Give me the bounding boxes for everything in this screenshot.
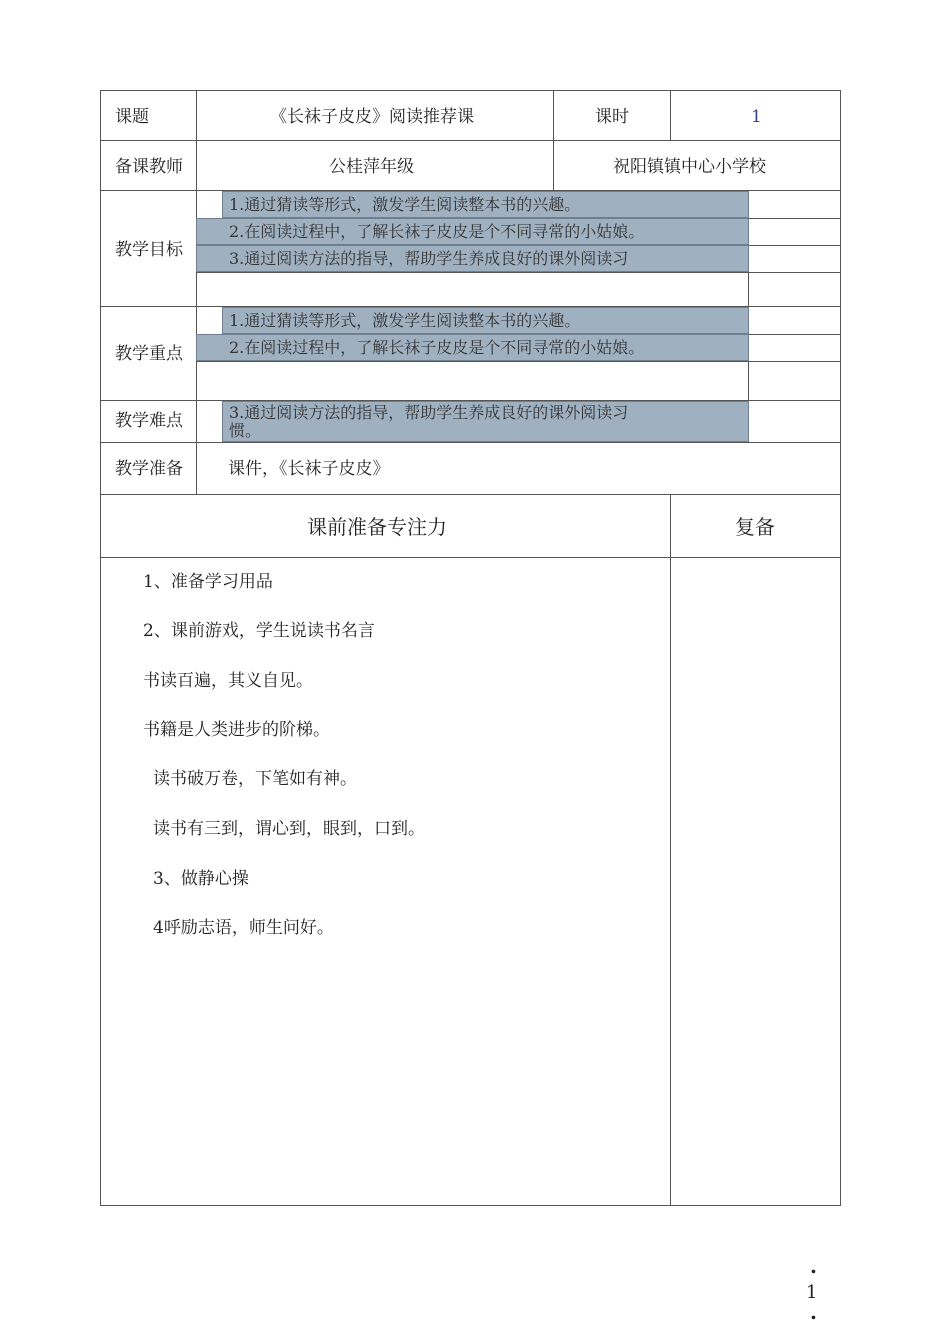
difficulty-line: 3.通过阅读方法的指导，帮助学生养成良好的课外阅读习 [229, 403, 629, 422]
review-title: 复备 [735, 515, 775, 539]
inner-divider [196, 361, 841, 362]
col-divider [553, 90, 554, 140]
goal-item: 1.通过猜读等形式，激发学生阅读整本书的兴趣。 [222, 191, 749, 218]
teacher-label: 备课教师 [115, 157, 183, 177]
body-line: 读书有三到，谓心到，眼到，口到。 [153, 819, 425, 839]
body-line: 1、准备学习用品 [143, 572, 273, 592]
col-divider [670, 494, 671, 1206]
row-divider [100, 557, 841, 558]
page-dot-bottom: . [810, 1300, 817, 1324]
body-line: 读书破万卷，下笔如有神。 [153, 769, 357, 789]
topic-label: 课题 [115, 107, 149, 127]
key-point-item: 2.在阅读过程中，了解长袜子皮皮是个不同寻常的小姑娘。 [196, 334, 749, 361]
goals-label: 教学目标 [115, 240, 183, 260]
row-divider [100, 442, 841, 443]
body-line: 书读百遍，其义自见。 [143, 671, 313, 691]
school-value: 祝阳镇镇中心小学校 [613, 157, 766, 177]
col-divider [196, 90, 197, 494]
col-divider [670, 90, 671, 140]
goal-item: 2.在阅读过程中，了解长袜子皮皮是个不同寻常的小姑娘。 [196, 218, 749, 245]
row-divider [100, 494, 841, 495]
body-line: 4呼励志语，师生问好。 [153, 918, 334, 938]
row-divider [100, 140, 841, 141]
preparation-label: 教学准备 [115, 459, 183, 479]
key-points-label: 教学重点 [115, 344, 183, 364]
col-divider [553, 140, 554, 190]
period-value: 1 [751, 107, 762, 127]
topic-value: 《长袜子皮皮》阅读推荐课 [270, 107, 474, 127]
teacher-value: 公桂萍年级 [329, 157, 414, 177]
body-line: 书籍是人类进步的阶梯。 [143, 720, 330, 740]
key-point-item: 1.通过猜读等形式，激发学生阅读整本书的兴趣。 [222, 307, 749, 334]
difficulties-label: 教学难点 [115, 411, 183, 431]
period-label: 课时 [595, 107, 629, 127]
inner-divider [196, 272, 841, 273]
page-dot-top: . [810, 1254, 817, 1278]
body-line: 2、课前游戏，学生说读书名言 [143, 621, 375, 641]
goal-item: 3.通过阅读方法的指导，帮助学生养成良好的课外阅读习 [196, 245, 749, 272]
difficulty-line: 惯。 [229, 421, 262, 440]
difficulty-item [222, 401, 749, 442]
preparation-value: 课件，《长袜子皮皮》 [228, 459, 390, 479]
page-number: 1 [806, 1282, 818, 1303]
section-title: 课前准备专注力 [307, 515, 447, 539]
body-line: 3、做静心操 [153, 869, 249, 889]
